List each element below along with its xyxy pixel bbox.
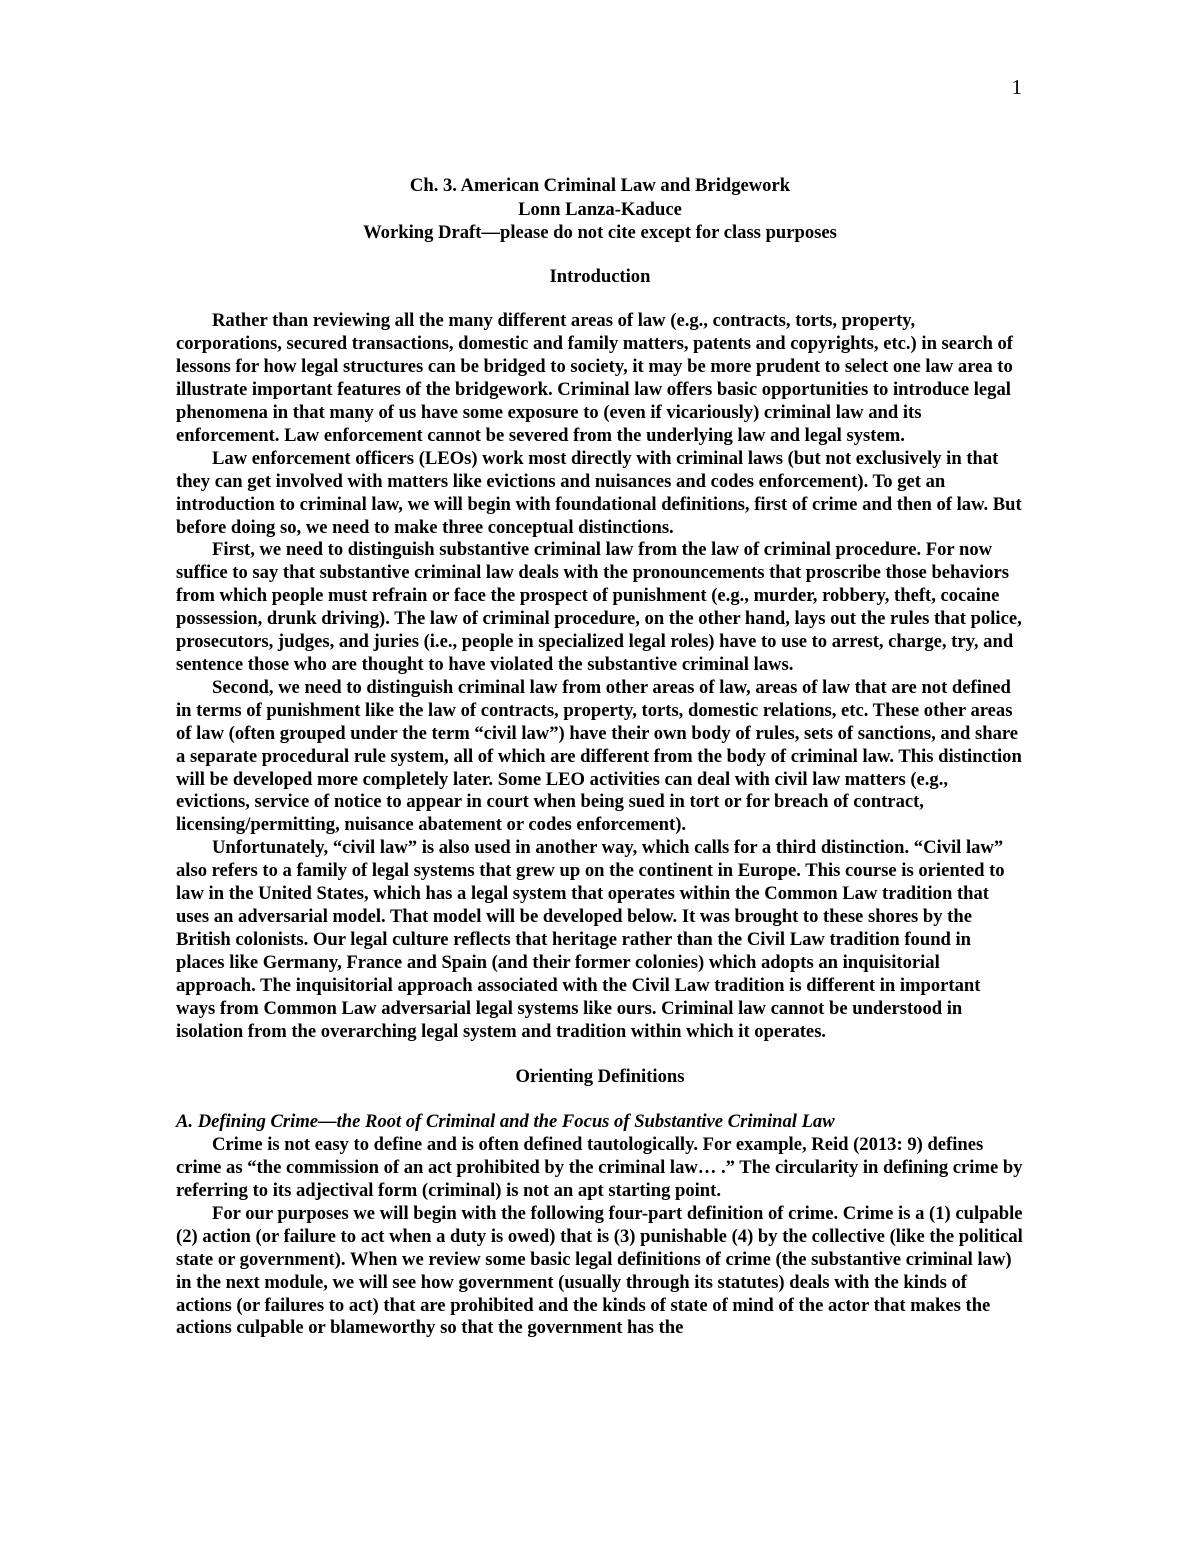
orienting-section xyxy=(176,1111,1024,1340)
subheading-defining-crime: A. Defining Crime—the Root of Criminal and the Focus of Substantive Criminal Law xyxy=(176,1111,835,1133)
section-heading-orienting-definitions: Orienting Definitions xyxy=(515,1066,685,1088)
document-author: Lonn Lanza-Kaduce xyxy=(518,198,682,220)
paragraph: First, we need to distinguish substantive criminal law from the law of criminal procedure. For now suffice to say that substantive criminal law deals with the pronouncements that proscribe those behaviors from which people must refrain or face the prospect of punishment (e.g., murder, robbery, theft, cocaine possession, drunk driving). The law of criminal procedure, on the other hand, lays out the rules that police, prosecutors, judges, and juries (i.e., people in specialized legal roles) have to use to arrest, charge, try, and sentence those who are thought to have violated the substantive criminal laws. xyxy=(176,539,1022,675)
paragraph: Unfortunately, “civil law” is also used in another way, which calls for a third distinction. “Civil law” also refers to a family of legal systems that grew up on the continent in Europe. This course is oriented to law in the United States, which has a legal system that operates within the Common Law tradition that uses an adversarial model. That model will be developed below. It was brought to these shores by the British colonists. Our legal culture reflects that heritage rather than the Civil Law tradition found in places like Germany, France and Spain (and their former colonies) which adopts an inquisitorial approach. The inquisitorial approach associated with the Civil Law tradition is different in important ways from Common Law adversarial legal systems like ours. Criminal law cannot be understood in isolation from the overarching legal system and tradition within which it operates. xyxy=(176,837,1005,1042)
document-header xyxy=(176,174,1024,245)
document-title: Ch. 3. American Criminal Law and Bridgework xyxy=(409,175,791,196)
page-number: 1 xyxy=(1011,75,1022,99)
paragraph: Rather than reviewing all the many different areas of law (e.g., contracts, torts, property, corporations, secured transactions, domestic and family matters, patents and copyrights, etc.) in search of lessons for how legal structures can be bridged to society, it may be more prudent to select one law area to illustrate important features of the bridgework. Criminal law offers basic opportunities to introduce legal phenomena in that many of us have some exposure to (even if vicariously) criminal law and its enforcement. Law enforcement cannot be severed from the underlying law and legal system. xyxy=(176,310,1013,446)
paragraph: Crime is not easy to define and is often defined tautologically. For example, Reid (2013: 9) defines crime as “the commission of an act prohibited by the criminal law… .” The circularity in defining crime by referring to its adjectival form (criminal) is not an apt starting point. xyxy=(176,1134,1023,1202)
document-body xyxy=(176,174,1024,1340)
paragraph: Second, we need to distinguish criminal law from other areas of law, areas of law that are not defined in terms of punishment like the law of contracts, property, torts, domestic relations, etc. These other areas of law (often grouped under the term “civil law”) have their own body of rules, sets of sanctions, and share a separate procedural rule system, all of which are different from the body of criminal law. This distinction will be developed more completely later. Some LEO activities can deal with civil law matters (e.g., evictions, service of notice to appear in court when being sued in tort or for breach of contract, licensing/permitting, nuisance abatement or codes enforcement). xyxy=(176,676,1022,836)
draft-note: Working Draft—please do not cite except for class purposes xyxy=(363,222,837,243)
paragraph: Law enforcement officers (LEOs) work most directly with criminal laws (but not exclusively in that they can get involved with matters like evictions and nuisances and codes enforcement). To get an introduction to criminal law, we will begin with foundational definitions, first of crime and then of law. But before doing so, we need to make three conceptual distinctions. xyxy=(176,447,1022,538)
introduction-section xyxy=(176,310,1024,1043)
section-heading-introduction: Introduction xyxy=(549,265,651,287)
paragraph: For our purposes we will begin with the following four-part definition of crime. Crime is a (1) culpable (2) action (or failure to act when a duty is owed) that is (3) punishable (4) by the collective (like the political state or government). When we review some basic legal definitions of crime (the substantive criminal law) in the next module, we will see how government (usually through its statutes) deals with the kinds of actions (or failures to act) that are prohibited and the kinds of state of mind of the actor that makes the actions culpable or blameworthy so that the government has the xyxy=(176,1202,1023,1339)
